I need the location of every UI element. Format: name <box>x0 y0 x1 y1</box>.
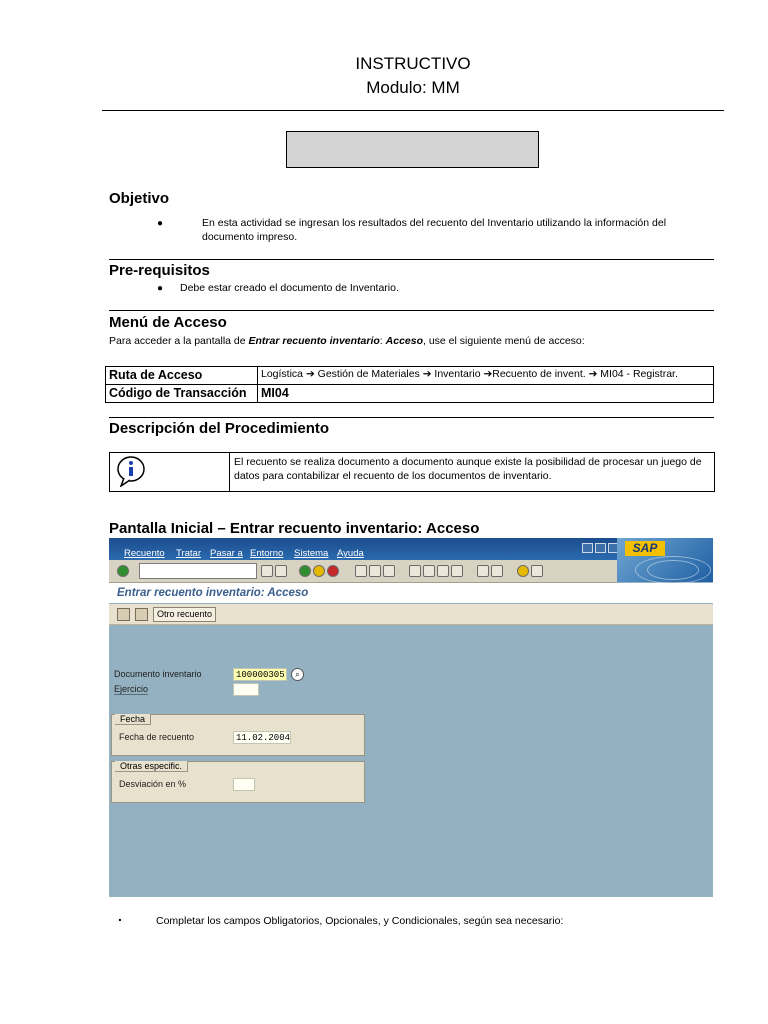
bullet-icon: ● <box>157 283 164 294</box>
menu-sistema[interactable]: Sistema <box>294 548 329 559</box>
access-table <box>105 366 714 403</box>
codigo-label: Código de Transacción <box>106 385 258 403</box>
document-subtitle: Modulo: MM <box>366 78 460 97</box>
documento-input[interactable]: 100000305 <box>233 668 287 681</box>
menu-acceso-intro: Para acceder a la pantalla de Entrar recuento inventario: Acceso, use el siguiente menú de acceso: <box>109 335 585 347</box>
section-divider <box>109 259 714 260</box>
section-divider <box>109 310 714 311</box>
header-divider <box>102 110 724 111</box>
first-page-icon[interactable] <box>409 565 421 577</box>
prev-icon[interactable] <box>261 565 273 577</box>
section-divider <box>109 417 714 418</box>
menu-recuento[interactable]: Recuento <box>124 548 165 559</box>
info-note-box <box>109 452 715 492</box>
objetivo-text <box>202 216 712 244</box>
section-heading-objetivo: Objetivo <box>109 190 170 207</box>
sap-screenshot <box>109 538 713 897</box>
objetivo-line-2: documento impreso. <box>202 231 298 243</box>
menu-tratar[interactable]: Tratar <box>176 548 201 559</box>
sap-application-toolbar <box>109 604 713 625</box>
next-page-icon[interactable] <box>437 565 449 577</box>
footer-bullet: . <box>118 908 122 924</box>
fecha-group-title: Fecha <box>115 714 151 725</box>
layout-icon[interactable] <box>531 565 543 577</box>
back-icon[interactable] <box>299 565 311 577</box>
save-icon[interactable] <box>275 565 287 577</box>
window-controls <box>582 540 621 558</box>
menu-pasar-a[interactable]: Pasar a <box>210 548 243 559</box>
new-session-icon[interactable] <box>477 565 489 577</box>
otras-group-title: Otras especific. <box>115 761 188 772</box>
title-placeholder-box <box>286 131 539 168</box>
search-help-icon[interactable]: ⌕ <box>291 668 304 681</box>
info-note-text: El recuento se realiza documento a documento aunque existe la posibilidad de procesar un juego de datos para contabilizar el recuento de los documentos de inventario. <box>234 456 702 482</box>
otras-especificaciones-group <box>111 761 365 803</box>
help-icon[interactable] <box>517 565 529 577</box>
objetivo-line-1: En esta actividad se ingresan los resultados del recuento del Inventario utilizando la información del <box>202 217 667 229</box>
info-icon <box>116 455 148 487</box>
section-heading-prerequisitos: Pre-requisitos <box>109 262 210 279</box>
last-page-icon[interactable] <box>451 565 463 577</box>
section-heading-descripcion: Descripción del Procedimiento <box>109 420 330 437</box>
fecha-input[interactable]: 11.02.2004 <box>233 731 291 744</box>
documento-label: Documento inventario <box>114 669 202 679</box>
ruta-label: Ruta de Acceso <box>106 367 258 385</box>
minimize-icon[interactable] <box>582 543 593 553</box>
previous-page-icon[interactable] <box>423 565 435 577</box>
print-icon[interactable] <box>355 565 367 577</box>
ejercicio-label: Ejercicio <box>114 684 149 694</box>
edit-pencil-icon[interactable] <box>135 608 148 621</box>
section-heading-menu-acceso: Menú de Acceso <box>109 314 227 331</box>
sap-logo-area <box>617 538 713 582</box>
table-row <box>106 367 714 385</box>
document-title: INSTRUCTIVO <box>355 54 471 73</box>
sap-standard-toolbar <box>109 560 617 583</box>
find-next-icon[interactable] <box>383 565 395 577</box>
fecha-label: Fecha de recuento <box>119 732 195 742</box>
menu-entorno[interactable]: Entorno <box>250 548 284 559</box>
bullet-icon: ● <box>157 218 164 229</box>
cancel-icon[interactable] <box>327 565 339 577</box>
enter-icon[interactable] <box>117 565 129 577</box>
desviacion-label: Desviación en % <box>119 779 187 789</box>
menu-ayuda[interactable]: Ayuda <box>337 548 364 559</box>
prerequisitos-text: Debe estar creado el documento de Inventario. <box>180 282 399 294</box>
sap-logo: SAP <box>625 541 665 556</box>
sap-screen-title-bar <box>109 583 713 603</box>
desviacion-input[interactable] <box>233 778 255 791</box>
otro-recuento-button[interactable]: Otro recuento <box>153 607 216 622</box>
codigo-value: MI04 <box>258 385 714 403</box>
display-icon[interactable] <box>117 608 130 621</box>
command-field[interactable] <box>139 563 257 579</box>
find-icon[interactable] <box>369 565 381 577</box>
footer-text: Completar los campos Obligatorios, Opcionales, y Condicionales, según sea necesario: <box>156 915 564 927</box>
ejercicio-input[interactable] <box>233 683 259 696</box>
fecha-group <box>111 714 365 756</box>
maximize-icon[interactable] <box>595 543 606 553</box>
sap-screen-title: Entrar recuento inventario: Acceso <box>117 587 309 599</box>
shortcut-icon[interactable] <box>491 565 503 577</box>
section-heading-pantalla: Pantalla Inicial – Entrar recuento inventario: Acceso <box>109 520 480 537</box>
table-row <box>106 385 714 403</box>
exit-icon[interactable] <box>313 565 325 577</box>
ruta-value: Logística ➔ Gestión de Materiales ➔ Inventario ➔Recuento de invent. ➔ MI04 - Registrar. <box>258 367 714 385</box>
